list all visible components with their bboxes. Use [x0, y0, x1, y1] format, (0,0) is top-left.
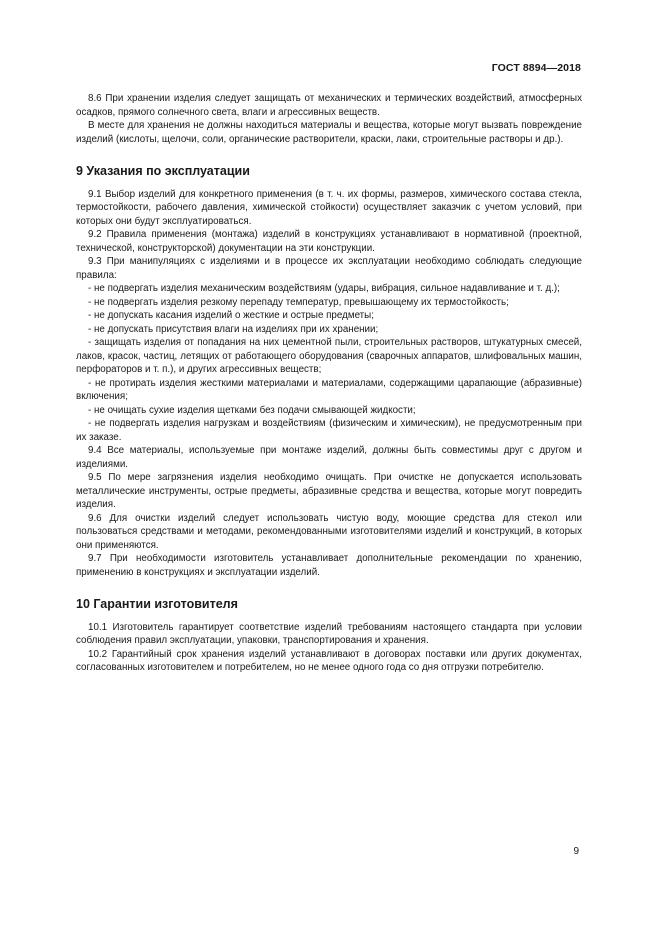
section-9-title: 9 Указания по эксплуатации [76, 164, 250, 178]
paragraph-9-4: 9.4 Все материалы, используемые при монтаже изделий, должны быть совместимы друг с другом и изделиями. [76, 445, 582, 470]
list-item: - защищать изделия от попадания на них цементной пыли, строительных растворов, штукатурных смесей, лаков, красок, частиц, летящих от работающего оборудования (сварочных аппаратов, шлифовальных машин, перфораторов и т. п.), и других агрессивных веществ; [76, 337, 582, 375]
list-item: - не подвергать изделия нагрузкам и воздействиям (физическим и химическим), не предусмотренным при их заказе. [76, 418, 582, 443]
paragraph-storage-place: В месте для хранения не должны находиться материалы и вещества, которые могут вызвать повреждение изделий (кислоты, щелочи, соли, органические растворители, краски, лаки, строительные растворы и др.). [76, 120, 582, 145]
list-item: - не очищать сухие изделия щетками без подачи смывающей жидкости; [88, 404, 416, 416]
list-item: - не подвергать изделия механическим воздействиям (удары, вибрация, сильное надавливание и т. д.); [88, 283, 560, 294]
list-item: - не допускать присутствия влаги на изделиях при их хранении; [88, 323, 379, 335]
list-item: - не допускать касания изделий о жесткие и острые предметы; [88, 310, 374, 321]
page-content [76, 92, 582, 675]
list-item: - не протирать изделия жесткими материалами и материалами, содержащими царапающие (абразивные) включения; [76, 377, 582, 402]
paragraph-9-2: 9.2 Правила применения (монтажа) изделий в конструкциях устанавливают в нормативной (проектной, технической, конструкторской) документации на эти конструкции. [76, 229, 582, 254]
paragraph-9-1: 9.1 Выбор изделий для конкретного применения (в т. ч. их формы, размеров, химического состава стекла, термостойкости, рабочего давления, химической стойкости) осуществляет заказчик с учетом условий, при которых они будут эксплуатироваться. [76, 188, 582, 227]
paragraph-9-3: 9.3 При манипуляциях с изделиями и в процессе их эксплуатации необходимо соблюдать следующие правила: [76, 256, 582, 281]
section-10-title: 10 Гарантии изготовителя [76, 597, 238, 611]
page-number: 9 [573, 846, 579, 857]
paragraph-9-5: 9.5 По мере загрязнения изделия необходимо очищать. При очистке не допускается использовать металлические инструменты, острые предметы, абразивные средства и вещества, которые могут повредить изделия. [76, 472, 582, 510]
paragraph-10-1: 10.1 Изготовитель гарантирует соответствие изделий требованиям настоящего стандарта при условии соблюдения правил эксплуатации, упаковки, транспортирования и хранения. [76, 621, 582, 646]
document-id-header: ГОСТ 8894—2018 [491, 62, 581, 74]
paragraph-10-2: 10.2 Гарантийный срок хранения изделий устанавливают в договорах поставки или других документах, согласованных изготовителем и потребителем, но не менее одного года со дня отгрузки потребителю. [76, 648, 582, 673]
list-item: - не подвергать изделия резкому перепаду температур, превышающему их термостойкость; [88, 296, 509, 308]
paragraph-9-6: 9.6 Для очистки изделий следует использовать чистую воду, моющие средства для стекол или пользоваться средствами и методами, рекомендованными изготовителями изделий и конструкций, в которых они применяются. [76, 512, 582, 551]
paragraph-9-7: 9.7 При необходимости изготовитель устанавливает дополнительные рекомендации по хранению, применению в конструкциях и эксплуатации изделий. [76, 553, 582, 578]
paragraph-8-6: 8.6 При хранении изделия следует защищать от механических и термических воздействий, атмосферных осадков, прямого солнечного света, влаги и агрессивных веществ. [76, 93, 582, 118]
